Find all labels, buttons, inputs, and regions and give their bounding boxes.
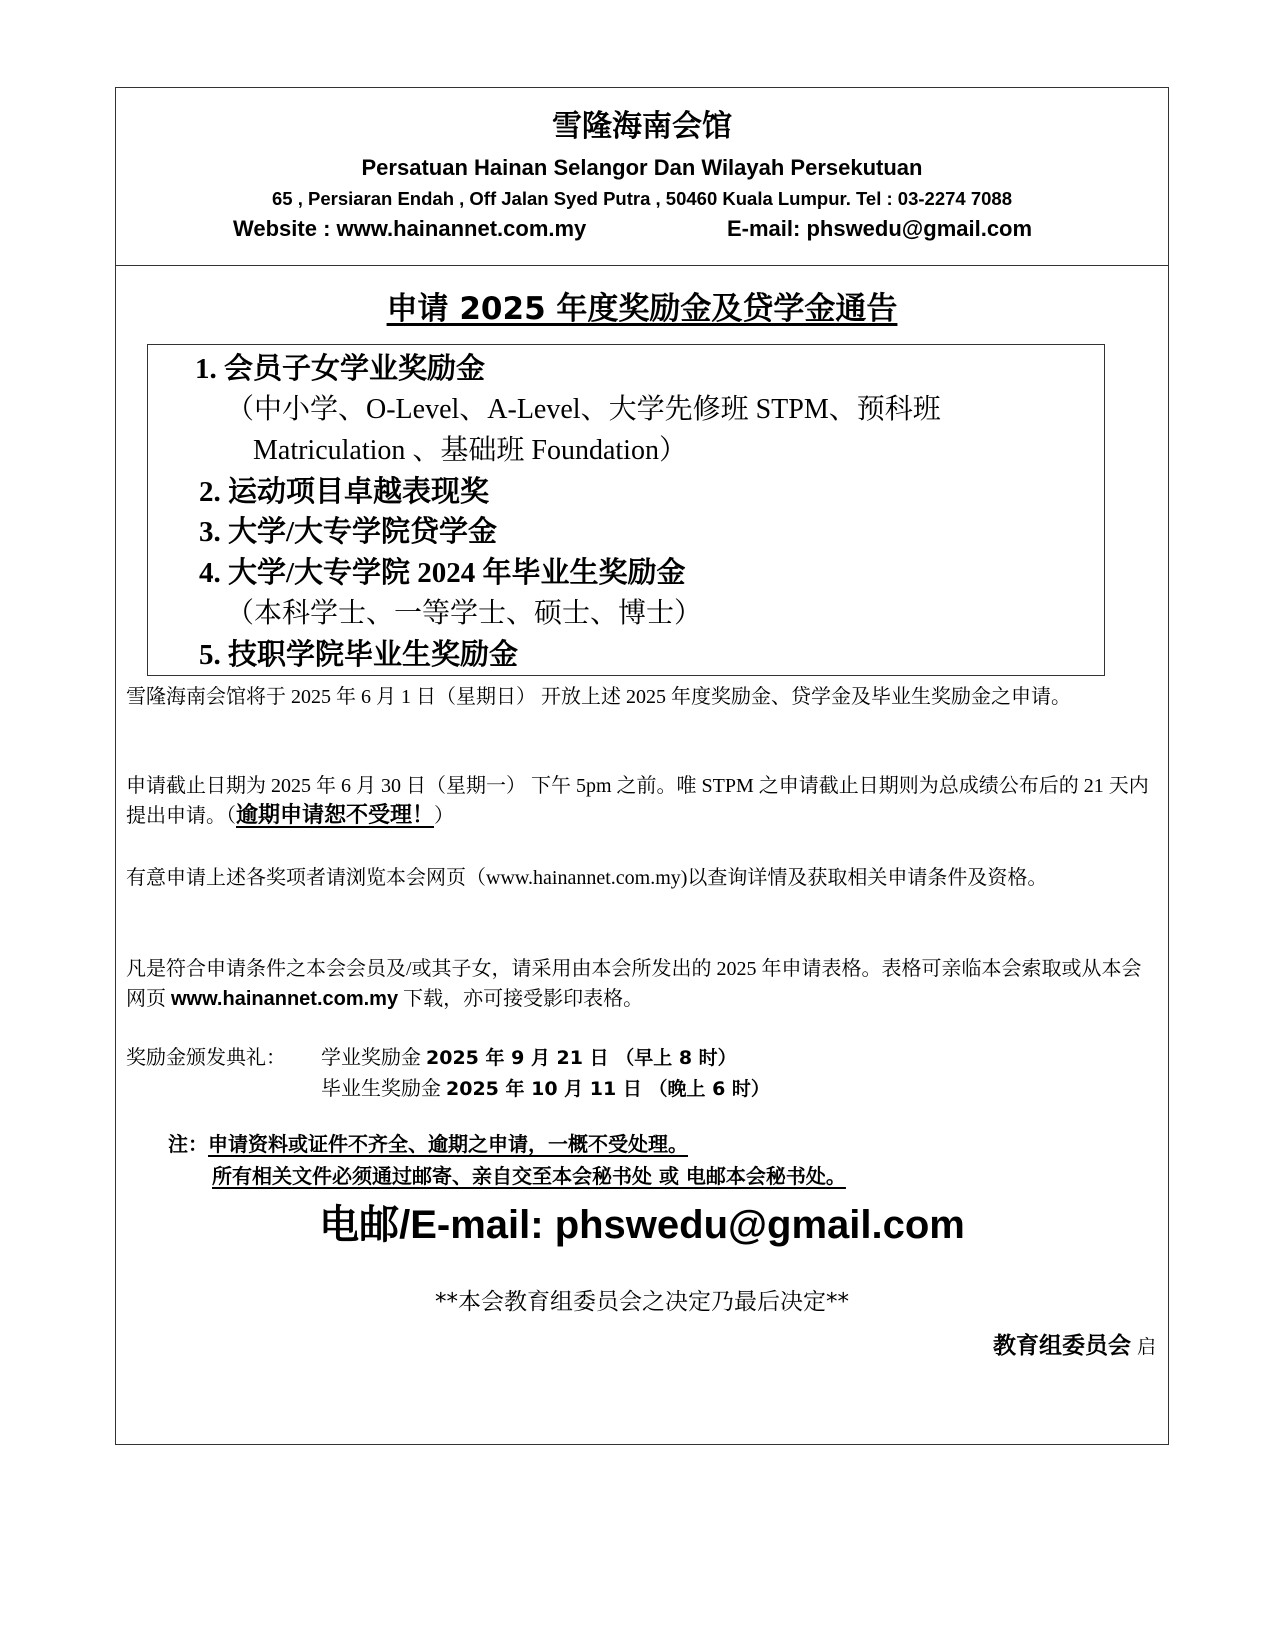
signature-suffix: 启 [1136, 1336, 1156, 1358]
deadline-text: 申请截止日期为 2025 年 6 月 30 日（星期一） 下午 5pm 之前。唯 STPM 之申请截止日期则为总成绩公布后的 21 天内提出申请。（ [126, 775, 1149, 827]
note-line-2 [212, 1161, 846, 1191]
ceremony-academic-date: 2025 年 9 月 21 日 （早上 8 时） [426, 1047, 737, 1069]
award-item-5: 5. 技职学院毕业生奖励金 [199, 639, 519, 671]
paragraph-deadline [126, 771, 1156, 831]
form-website-link[interactable]: www.hainannet.com.my [171, 988, 399, 1010]
award-item-1: 1. 会员子女学业奖励金 [195, 353, 486, 385]
ceremony-academic-label: 学业奖励金 [321, 1047, 421, 1069]
note-text-1: 申请资料或证件不齐全、逾期之申请，一概不受处理。 [208, 1132, 688, 1156]
notice-title-text: 申请 2025 年度奖励金及贷学金通告 [386, 291, 898, 327]
ceremony-graduate-label: 毕业生奖励金 [321, 1078, 441, 1100]
org-email: E-mail: phswedu@gmail.com [727, 216, 1033, 241]
award-item-4-detail: （本科学士、一等学士、硕士、博士） [226, 598, 703, 629]
paragraph-form [126, 954, 1156, 1014]
award-item-2: 2. 运动项目卓越表现奖 [199, 476, 490, 508]
award-item-3: 3. 大学/大专学院贷学金 [199, 516, 498, 548]
decision-statement: **本会教育组委员会之决定乃最后决定** [435, 1289, 849, 1315]
org-name-malay: Persatuan Hainan Selangor Dan Wilayah Persekutuan [361, 155, 923, 180]
contact-email-large: 电邮/E-mail: phswedu@gmail.com [319, 1203, 965, 1247]
form-text-1: 凡是符合申请条件之本会会员及/或其子女，请采用由本会所发出的 2025 年申请表格。表格可亲临本会索取或从本会网页 [126, 958, 1142, 1010]
paragraph-open-date: 雪隆海南会馆将于 2025 年 6 月 1 日（星期日） 开放上述 2025 年度奖励金、贷学金及毕业生奖励金之申请。 [126, 686, 1071, 708]
note-prefix: 注： [168, 1132, 208, 1156]
org-website: Website : www.hainannet.com.my [233, 216, 587, 241]
notice-frame [115, 87, 1169, 1445]
signature [993, 1331, 1156, 1362]
deadline-close: ） [434, 805, 455, 827]
award-item-1-detail: （中小学、O-Level、A-Level、大学先修班 STPM、预科班 [226, 394, 941, 425]
award-item-4: 4. 大学/大专学院 2024 年毕业生奖励金 [199, 557, 686, 589]
letterhead [116, 88, 1168, 266]
paragraph-website-info: 有意申请上述各奖项者请浏览本会网页（www.hainannet.com.my)以查询详情及获取相关申请条件及资格。 [126, 867, 1048, 889]
org-address: 65 , Persiaran Endah , Off Jalan Syed Putra , 50460 Kuala Lumpur. Tel : 03-2274 7088 [272, 188, 1012, 209]
note-line-1 [168, 1129, 688, 1159]
org-name-chinese: 雪隆海南会馆 [552, 109, 732, 144]
note-text-2: 所有相关文件必须通过邮寄、亲自交至本会秘书处 或 电邮本会秘书处。 [212, 1164, 846, 1188]
signature-committee: 教育组委员会 [992, 1333, 1131, 1359]
award-item-1-detail-2: Matriculation 、基础班 Foundation） [253, 435, 687, 466]
ceremony-graduate [321, 1074, 770, 1104]
late-warning: 逾期申请恕不受理！ [236, 803, 435, 828]
form-text-2: 下载，亦可接受影印表格。 [398, 988, 644, 1010]
award-list-box [147, 344, 1105, 676]
ceremony-graduate-date: 2025 年 10 月 11 日 （晚上 6 时） [446, 1078, 770, 1100]
ceremony-label: 奖励金颁发典礼： [126, 1047, 286, 1069]
notice-title [116, 290, 1168, 328]
ceremony-academic [321, 1043, 737, 1073]
